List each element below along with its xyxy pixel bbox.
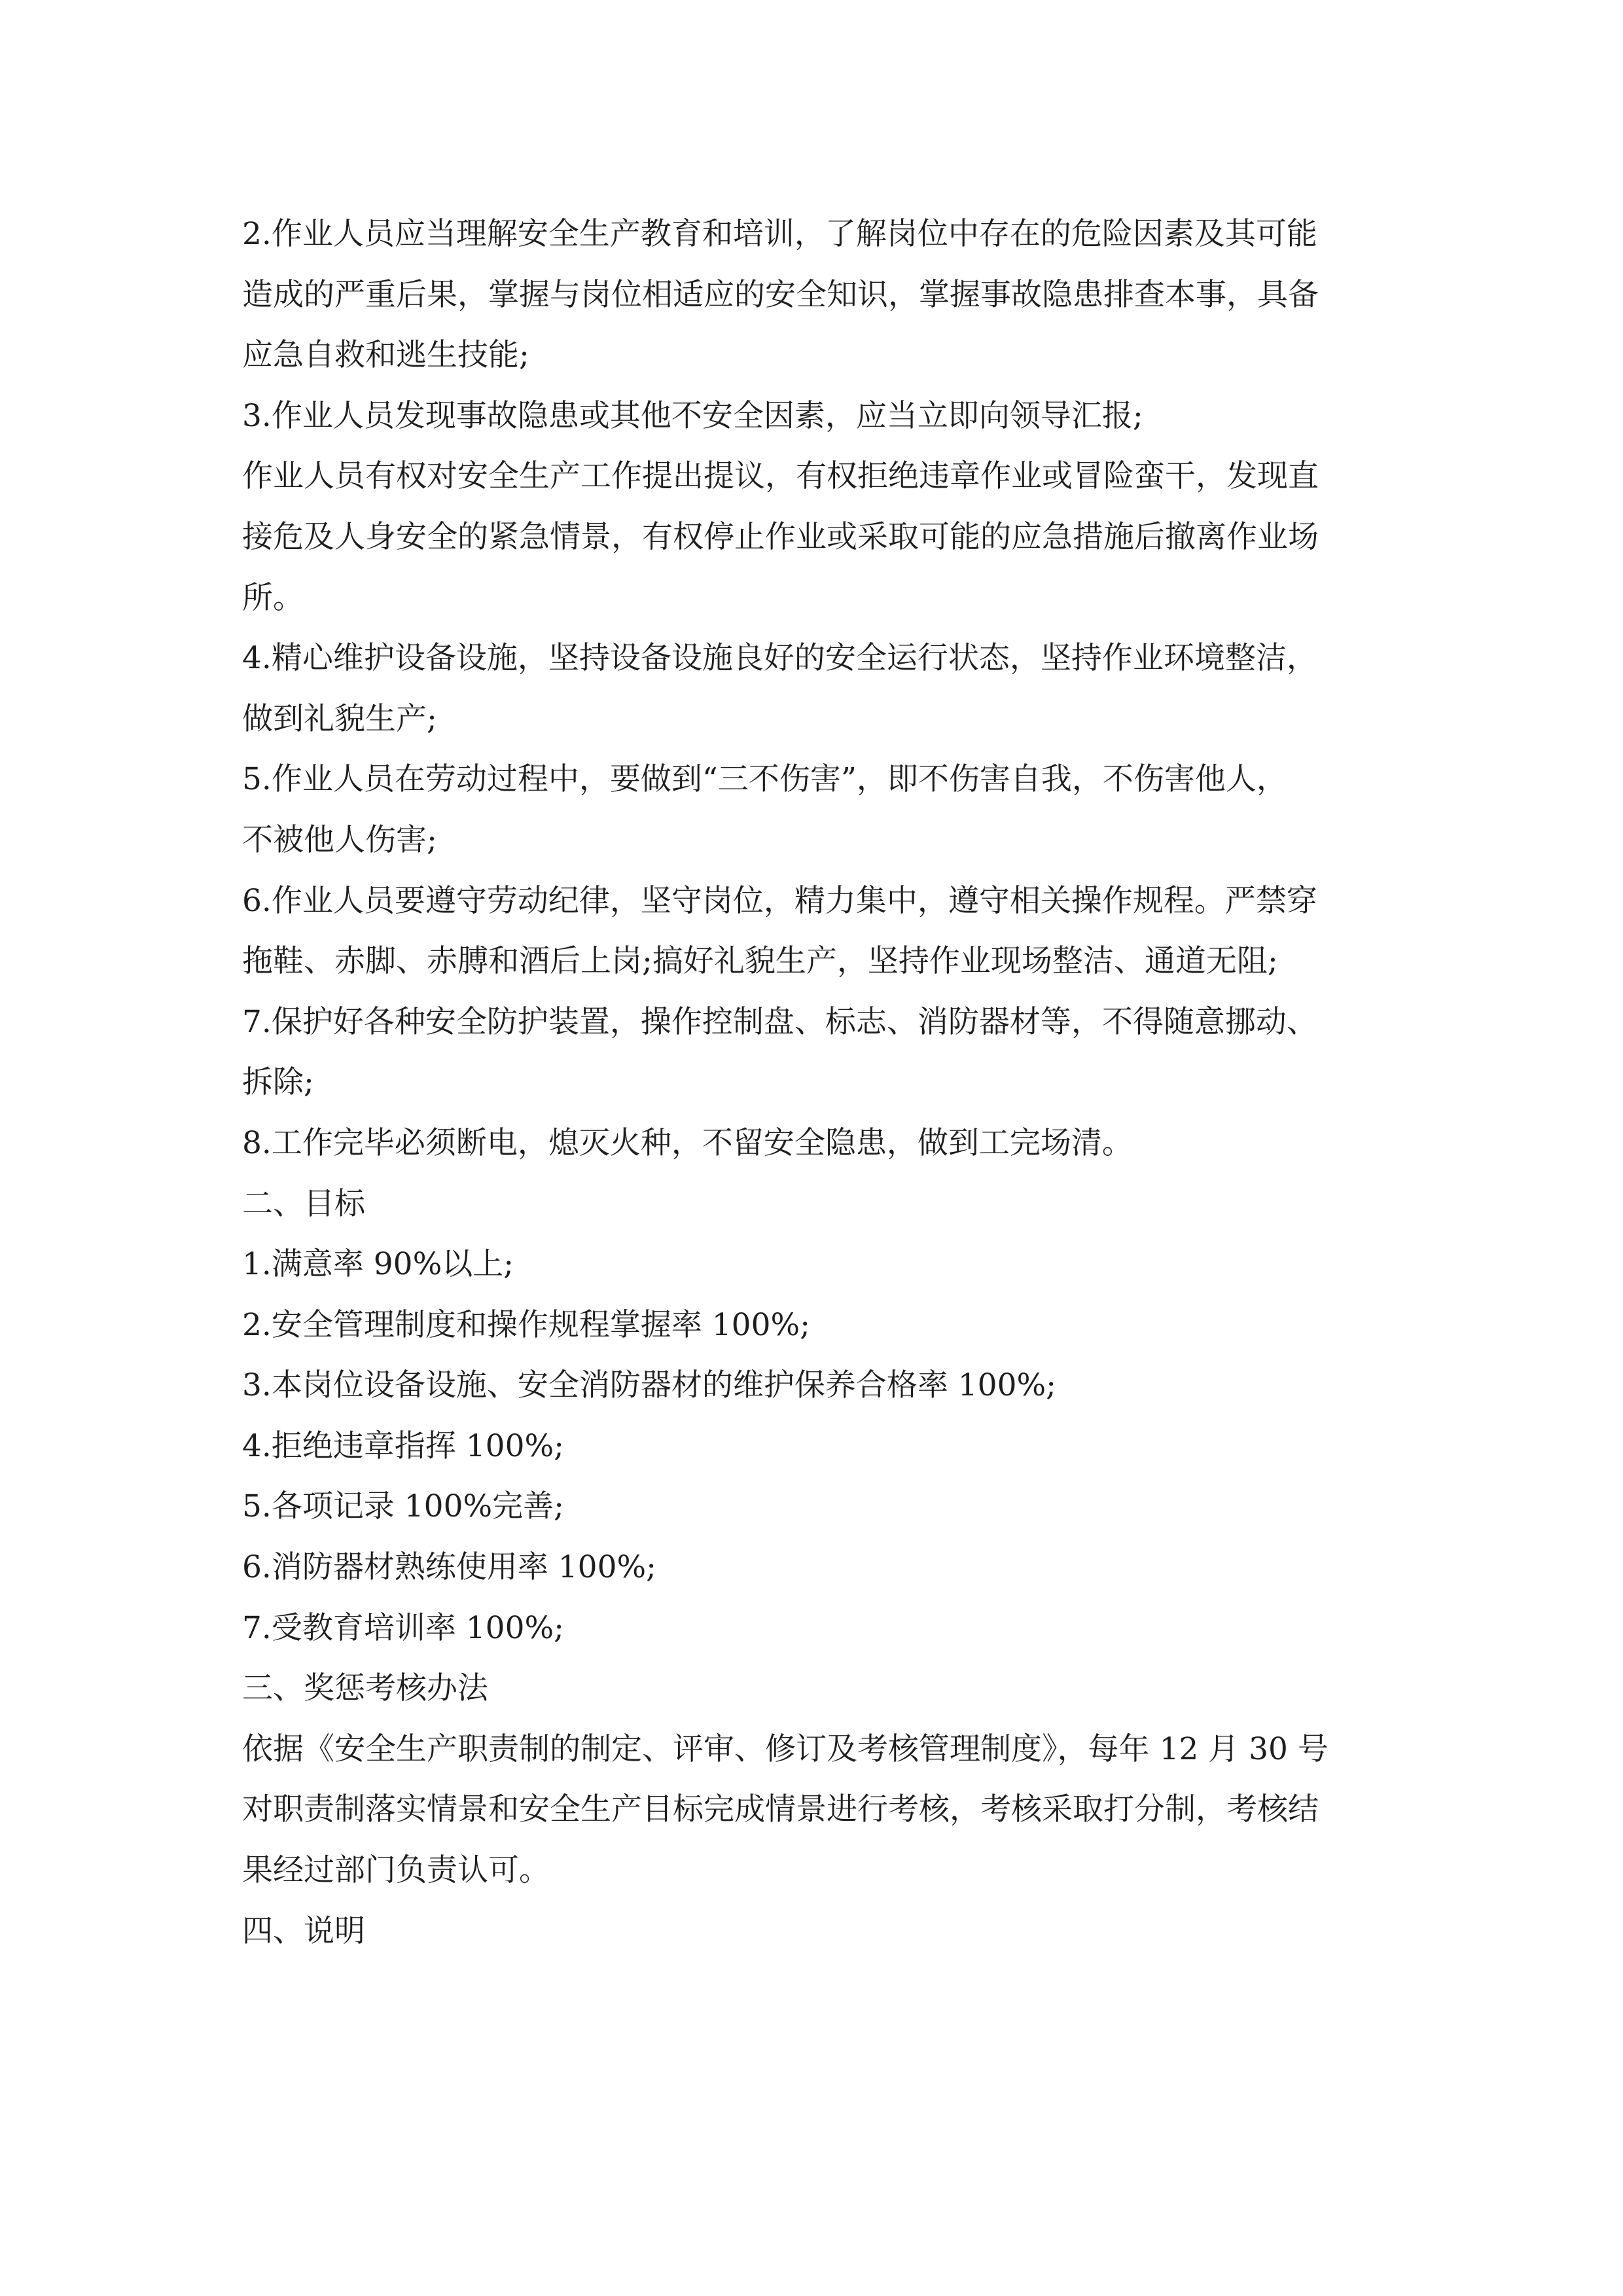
duty-4-line-2: 做到礼貌生产;: [242, 700, 437, 737]
goal-3: 3.本岗位设备设施、安全消防器材的维护保养合格率 100%;: [242, 1367, 1056, 1404]
assessment-line-1: 依据《安全生产职责制的制定、评审、修订及考核管理制度》，每年 12 月 30 号: [242, 1731, 1329, 1767]
duty-8-line-1: 8.工作完毕必须断电，熄灭火种，不留安全隐患，做到工完场清。: [242, 1124, 1133, 1161]
rights-line-2: 接危及人身安全的紧急情景，有权停止作业或采取可能的应急措施后撤离作业场: [242, 518, 1319, 555]
goal-6: 6.消防器材熟练使用率 100%;: [242, 1549, 656, 1586]
section-heading-assessment: 三、奖惩考核办法: [242, 1670, 488, 1707]
section-heading-notes: 四、说明: [242, 1912, 365, 1949]
duty-2-line-1: 2.作业人员应当理解安全生产教育和培训，了解岗位中存在的危险因素及其可能: [242, 216, 1317, 252]
assessment-line-3: 果经过部门负责认可。: [242, 1852, 550, 1889]
duty-5-line-1: 5.作业人员在劳动过程中，要做到“三不伤害”，即不伤害自我，不伤害他人，: [242, 761, 1287, 798]
goal-4: 4.拒绝违章指挥 100%;: [242, 1427, 564, 1464]
goal-5: 5.各项记录 100%完善;: [242, 1488, 564, 1525]
goal-1: 1.满意率 90%以上;: [242, 1246, 514, 1283]
duty-4-line-1: 4.精心维护设备设施，坚持设备设施良好的安全运行状态，坚持作业环境整洁，: [242, 640, 1317, 677]
duty-3-line-1: 3.作业人员发现事故隐患或其他不安全因素，应当立即向领导汇报;: [242, 397, 1143, 434]
goal-7: 7.受教育培训率 100%;: [242, 1609, 564, 1646]
duty-6-line-1: 6.作业人员要遵守劳动纪律，坚守岗位，精力集中，遵守相关操作规程。严禁穿: [242, 882, 1317, 919]
goal-2: 2.安全管理制度和操作规程掌握率 100%;: [242, 1306, 810, 1343]
rights-line-3: 所。: [242, 579, 304, 616]
section-heading-goals: 二、目标: [242, 1185, 365, 1222]
duty-6-line-2: 拖鞋、赤脚、赤膊和酒后上岗;搞好礼貌生产，坚持作业现场整洁、通道无阻;: [242, 943, 1278, 980]
duty-2-line-3: 应急自救和逃生技能;: [242, 337, 529, 374]
document-body: [242, 204, 1414, 1962]
duty-2-line-2: 造成的严重后果，掌握与岗位相适应的安全知识，掌握事故隐患排查本事，具备: [242, 276, 1319, 313]
duty-7-line-2: 拆除;: [242, 1064, 314, 1101]
rights-line-1: 作业人员有权对安全生产工作提出提议，有权拒绝违章作业或冒险蛮干，发现直: [242, 458, 1319, 495]
assessment-line-2: 对职责制落实情景和安全生产目标完成情景进行考核，考核采取打分制，考核结: [242, 1791, 1319, 1828]
duty-5-line-2: 不被他人伤害;: [242, 821, 437, 858]
duty-7-line-1: 7.保护好各种安全防护装置，操作控制盘、标志、消防器材等，不得随意挪动、: [242, 1003, 1317, 1040]
